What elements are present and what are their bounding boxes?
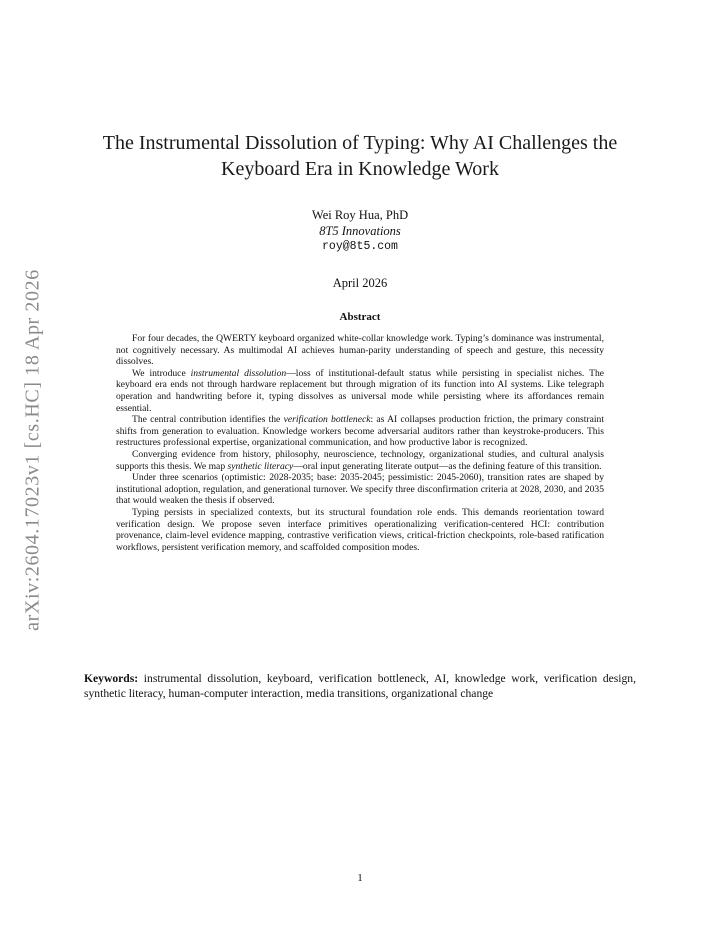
abstract-body [116,333,604,553]
term-synthetic-literacy: synthetic literacy [227,460,294,472]
author-name: Wei Roy Hua, PhD [311,208,409,222]
abstract-p3-text-b: : as AI collapses production friction, the primary constraint shifts from generation to evaluation. Knowledge workers become adversarial auditors rather than keystroke-producers. This restructures professional expertise, organizational communication, and how productive labor is recognized. [116,414,605,449]
abstract-paragraph-6: Typing persists in specialized contexts, but its structural foundation role ends. This demands reorientation toward verification design. We propose seven interface primitives operationalizing verification-centered HCI: contribution provenance, claim-level evidence mapping, contrastive verification views, critical-friction checkpoints, role-based ratification workflows, persistent verification memory, and scaffolded composition modes. [116,506,604,553]
abstract-paragraph-4 [116,449,604,472]
paper-title [84,130,636,182]
keywords-label: Keywords: [84,672,139,685]
author-affiliation: 8T5 Innovations [319,223,401,238]
abstract-paragraph-1: For four decades, the QWERTY keyboard organized white-collar knowledge work. Typing’s dominance was instrumental, not cognitively necessary. As multimodal AI achieves human-parity understanding of speech and gesture, this necessity dissolves. [116,333,604,368]
abstract-p4-text-a: Converging evidence from history, philosophy, neuroscience, technology, organizational studies, and cultural analysis supports this thesis. We map [116,448,604,472]
keywords-list: instrumental dissolution, keyboard, verification bottleneck, AI, knowledge work, verification design, synthetic literacy, human-computer interaction, media transitions, organizational change [84,672,636,700]
abstract-paragraph-5: Under three scenarios (optimistic: 2028-2035; base: 2035-2045; pessimistic: 2045-2060), transition rates are shaped by institutional adoption, regulation, and generational turnover. We specify three disconfirmation criteria at 2028, 2030, and 2035 that would weaken the thesis if observed. [116,472,604,507]
abstract-paragraph-2 [116,368,604,414]
publication-date: April 2026 [332,276,388,290]
term-verification-bottleneck: verification bottleneck [283,414,371,426]
title-line-2: Keyboard Era in Knowledge Work [221,158,499,180]
term-instrumental-dissolution: instrumental dissolution [190,367,287,379]
title-line-1: The Instrumental Dissolution of Typing: Why AI Challenges the [102,132,618,154]
author-email[interactable]: roy@8t5.com [322,240,398,253]
page-number: 1 [357,872,363,884]
abstract-p4-text-b: —oral input generating literate output—as the defining feature of this transition. [293,460,602,472]
abstract-paragraph-3 [116,414,604,449]
abstract-heading: Abstract [339,311,381,323]
abstract-p2-text-a: We introduce [132,367,191,379]
arxiv-identifier-stamp[interactable]: arXiv:2604.17023v1 [cs.HC] 18 Apr 2026 [21,269,44,631]
abstract-p3-text-a: The central contribution identifies the [132,414,284,426]
keywords-section [84,672,636,701]
abstract-p2-text-b: —loss of institutional-default status while persisting in specialist niches. The keyboard era ends not through hardware replacement but through migration of its function into AI systems. Like telegraph operation and handwriting before it, typing dissolves as universal mode while persisting where its affordances remain essential. [116,367,604,414]
author-block [84,208,636,255]
